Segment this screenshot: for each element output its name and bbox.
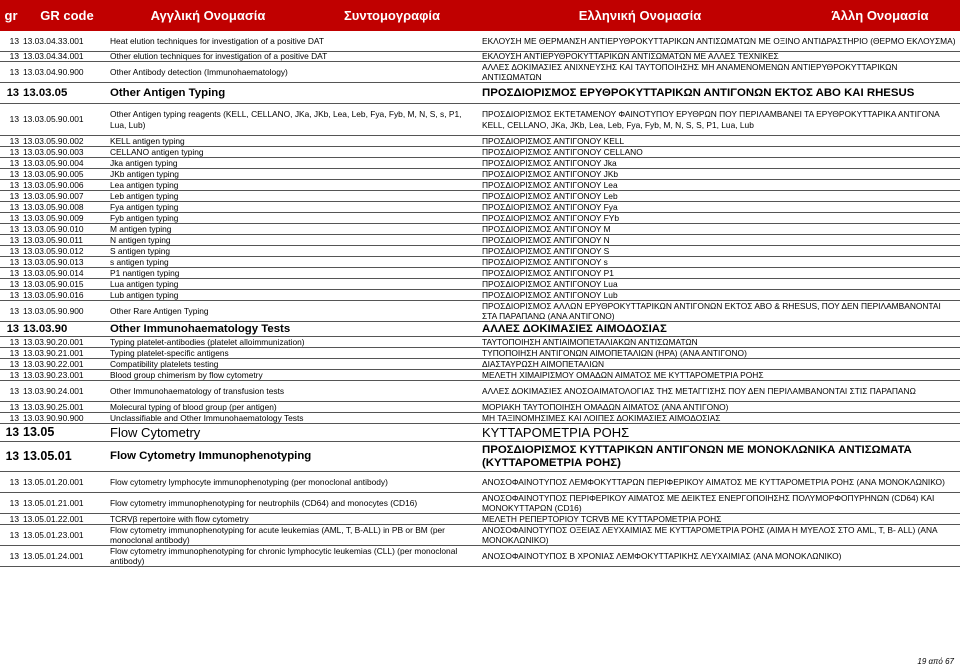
row-greek-name: ΠΡΟΣΔΙΟΡΙΣΜΟΣ ΑΛΛΩΝ ΕΡΥΘΡΟΚΥΤΤΑΡΙΚΩΝ ΑΝΤΙΓΟΝΩΝ ΕΚΤΟΣ ΑΒΟ & RHESUS, ΠΟΥ ΔΕΝ ΠΕΡΙΛΑΜΒΑΝΟΝΤΑΙ ΣΤΑ ΠΑΡΑΠΑΝΩ (ΑΝΑ ΑΝΤΙΓΟΝΟ) [482,300,941,321]
table-body [0,31,960,567]
row-english-name: s antigen typing [110,256,169,267]
row-greek-name: ΠΡΟΣΔΙΟΡΙΣΜΟΣ ΑΝΤΙΓΟΝΟΥ Jka [482,157,617,168]
row-greek-name: ΠΡΟΣΔΙΟΡΙΣΜΟΣ ΑΝΤΙΓΟΝΟΥ Lua [482,278,618,289]
row-code: 13.03.90.90.900 [23,412,84,423]
table-row [0,136,960,147]
row-code: 13.03.05.90.013 [23,256,84,267]
row-english-name: Jka antigen typing [110,157,178,168]
row-english-name: Heat elution techniques for investigation of a positive DAT [110,35,324,46]
row-greek-name: ΠΡΟΣΔΙΟΡΙΣΜΟΣ ΑΝΤΙΓΟΝΟΥ P1 [482,267,614,278]
row-code: 13.03.05.90.003 [23,146,84,157]
row-gr: 13 [9,157,19,168]
row-gr: 13 [9,347,19,358]
row-gr: 13 [9,513,19,524]
row-gr: 13 [9,289,19,300]
table-row [0,370,960,381]
page-footer [0,652,960,669]
table-row [0,83,960,104]
row-code: 13.03.04.34.001 [23,51,84,62]
table-row [0,348,960,359]
row-gr: 13 [9,135,19,146]
row-gr: 13 [9,412,19,423]
row-gr: 13 [9,267,19,278]
header-english-name: Αγγλική Ονομασία [150,8,266,23]
row-english-name: Other Antigen typing reagents (KELL, CELLANO, JKa, JKb, Lea, Leb, Fya, Fyb, M, N, S, s, P1, Lua, Lub) [110,109,462,130]
row-greek-name: ΜΕΛΕΤΗ ΧΙΜΑΙΡΙΣΜΟΥ ΟΜΑΔΩΝ ΑΙΜΑΤΟΣ ΜΕ ΚΥΤΤΑΡΟΜΕΤΡΙΑ ΡΟΗΣ [482,369,764,380]
row-greek-name: ΠΡΟΣΔΙΟΡΙΣΜΟΣ ΑΝΤΙΓΟΝΟΥ M [482,223,611,234]
row-english-name: Other Antibody detection (Immunohaematology) [110,66,288,77]
row-code: 13.05.01.21.001 [23,497,84,508]
row-greek-name: ΜΟΡΙΑΚΗ ΤΑΥΤΟΠΟΙΗΣΗ ΟΜΑΔΩΝ ΑΙΜΑΤΟΣ (ΑΝΑ ΑΝΤΙΓΟΝΟ) [482,401,729,412]
row-gr: 13 [9,336,19,347]
table-row [0,257,960,268]
row-code: 13.03.05.90.006 [23,179,84,190]
row-gr: 13 [6,87,19,99]
row-english-name: Other Rare Antigen Typing [110,305,209,316]
table-row [0,413,960,424]
table-row [0,104,960,136]
row-english-name: Flow cytometry lymphocyte immunophenotyping (per monoclonal antibody) [110,476,388,487]
table-row [0,202,960,213]
row-greek-name: ΠΡΟΣΔΙΟΡΙΣΜΟΣ ΑΝΤΙΓΟΝΟΥ CELLANO [482,146,643,157]
row-gr: 13 [9,245,19,256]
table-row [0,169,960,180]
row-greek-name: ΠΡΟΣΔΙΟΡΙΣΜΟΣ ΑΝΤΙΓΟΝΟΥ Leb [482,190,618,201]
row-greek-name: ΚΥΤΤΑΡΟΜΕΤΡΙΑ ΡΟΗΣ [482,425,630,440]
row-code: 13.03.05.90.015 [23,278,84,289]
row-greek-name: ΤΥΠΟΠΟΙΗΣΗ ΑΝΤΙΓΟΝΩΝ ΑΙΜΟΠΕΤΑΛΙΩΝ (HPA) (ΑΝΑ ΑΝΤΙΓΟΝΟ) [482,347,747,358]
row-gr: 13 [9,234,19,245]
row-code: 13.03.05.90.016 [23,289,84,300]
row-greek-name: ΠΡΟΣΔΙΟΡΙΣΜΟΣ ΑΝΤΙΓΟΝΟΥ Lea [482,179,618,190]
row-english-name: Leb antigen typing [110,190,179,201]
row-gr: 13 [9,212,19,223]
table-row [0,402,960,413]
header-other-name: Άλλη Ονομασία [831,8,929,23]
table-row [0,52,960,62]
row-gr: 13 [9,529,19,540]
row-gr: 13 [9,223,19,234]
table-row [0,31,960,52]
table-row [0,525,960,546]
table-row [0,359,960,370]
row-greek-name: ΑΛΛΕΣ ΔΟΚΙΜΑΣΙΕΣ ΑΝΟΣΟΑΙΜΑΤΟΛΟΓΙΑΣ ΤΗΣ ΜΕΤΑΓΓΙΣΗΣ ΠΟΥ ΔΕΝ ΠΕΡΙΛΑΜΒΑΝΟΝΤΑΙ ΣΤΙΣ ΠΑΡΑΠΑΝΩ [482,385,916,396]
table-row [0,301,960,322]
header-abbreviation: Συντομογραφία [343,8,441,23]
row-code: 13.05.01.24.001 [23,550,84,561]
row-greek-name: ΠΡΟΣΔΙΟΡΙΣΜΟΣ ΚΥΤΤΑΡΙΚΩΝ ΑΝΤΙΓΟΝΩΝ ΜΕ ΜΟΝΟΚΛΩΝΙΚΑ ΑΝΤΙΣΩΜΑΤΑ (ΚΥΤΤΑΡΟΜΕΤΡΙΑ ΡΟΗΣ) [482,443,912,469]
table-row [0,147,960,158]
table-row [0,158,960,169]
row-code: 13.05.01.20.001 [23,476,84,487]
row-english-name: Flow Cytometry Immunophenotyping [110,450,312,462]
row-code: 13.03.05.90.004 [23,157,84,168]
table-row [0,493,960,514]
row-english-name: Molecural typing of blood group (per antigen) [110,401,277,412]
row-english-name: Fyb antigen typing [110,212,179,223]
row-english-name: Flow cytometry immunophenotyping for neutrophils (CD64) and monocytes (CD16) [110,497,418,508]
row-gr: 13 [9,179,19,190]
row-gr: 13 [9,278,19,289]
row-gr: 13 [9,476,19,487]
row-greek-name: ΑΛΛΕΣ ΔΟΚΙΜΑΣΙΕΣ ΑΝΙΧΝΕΥΣΗΣ ΚΑΙ ΤΑΥΤΟΠΟΙΗΣΗΣ ΜΗ ΑΝΑΜΕΝΟΜΕΝΩΝ ΑΝΤΙΕΡΥΘΡΟΚΥΤΤΑΡΙΚΩΝ ΑΝΤΙΣΩΜΑΤΩΝ [482,61,898,82]
table-row [0,546,960,567]
row-greek-name: ΠΡΟΣΔΙΟΡΙΣΜΟΣ ΑΝΤΙΓΟΝΟΥ KELL [482,135,625,146]
row-greek-name: ΠΡΟΣΔΙΟΡΙΣΜΟΣ ΑΝΤΙΓΟΝΟΥ s [482,256,608,267]
row-english-name: Other Immunohaematology of transfusion tests [110,385,285,396]
row-code: 13.03.05.90.014 [23,267,84,278]
row-greek-name: ΠΡΟΣΔΙΟΡΙΣΜΟΣ ΕΚΤΕΤΑΜΕΝΟΥ ΦΑΙΝΟΤΥΠΟΥ ΕΡΥΘΡΩΝ ΠΟΥ ΠΕΡΙΛΑΜΒΑΝΕΙ ΤΑ ΕΡΥΘΡΟΚΥΤΤΑΡΙΚΑ ΑΝΤΙΓΟΝΑ KELL, CELLANO, JKa, JKb, Lea, Leb, Fya, Fyb, M, N, S, S, P1, Lua, Lub [482,109,940,130]
row-greek-name: ΠΡΟΣΔΙΟΡΙΣΜΟΣ ΑΝΤΙΓΟΝΟΥ JKb [482,168,619,179]
row-greek-name: ΕΚΛΟΥΣΗ ΑΝΤΙΕΡΥΘΡΟΚΥΤΤΑΡΙΚΩΝ ΑΝΤΙΣΩΜΑΤΩΝ ΜΕ ΑΛΛΕΣ ΤΕΧΝΙΚΕΣ [482,51,779,62]
row-english-name: Flow cytometry immunophenotyping for chronic lymphocytic leukemias (CLL) (per monoclonal antibody) [110,545,458,566]
row-english-name: TCRVβ repertoire with flow cytometry [110,513,249,524]
header-greek-name: Ελληνική Ονομασία [578,8,702,23]
row-code: 13.05.01.23.001 [23,529,84,540]
row-greek-name: ΑΝΟΣΟΦΑΙΝΟΤΥΠΟΣ ΠΕΡΙΦΕΡΙΚΟΥ ΑΙΜΑΤΟΣ ΜΕ ΔΕΙΚΤΕΣ ΕΝΕΡΓΟΠΟΙΗΣΗΣ ΠΟΛΥΜΟΡΦΟΠΥΡΗΝΩΝ (CD64) ΚΑΙ ΜΟΝΟΚΥΤΤΑΡΩΝ (CD16) [482,492,935,513]
row-english-name: CELLANO antigen typing [110,146,204,157]
row-english-name: KELL antigen typing [110,135,185,146]
row-english-name: JKb antigen typing [110,168,179,179]
table-row [0,381,960,402]
row-greek-name: ΠΡΟΣΔΙΟΡΙΣΜΟΣ ΑΝΤΙΓΟΝΟΥ N [482,234,610,245]
row-english-name: Lub antigen typing [110,289,179,300]
row-english-name: Flow cytometry immunophenotyping for acute leukemias (AML, T, B-ALL) in PB or BM (per monoclonal antibody) [110,524,445,545]
row-english-name: Typing platelet-specific antigens [110,347,229,358]
row-english-name: Fya antigen typing [110,201,179,212]
row-gr: 13 [5,449,19,463]
row-code: 13.03.90.21.001 [23,347,84,358]
row-english-name: Other elution techniques for investigation of a positive DAT [110,51,328,62]
page-number: 19 από 67 [917,657,954,666]
row-code: 13.03.05.90.007 [23,190,84,201]
row-gr: 13 [9,369,19,380]
row-greek-name: ΜΕΛΕΤΗ ΡΕΠΕΡΤΟΡΙΟΥ TCRVB ΜΕ ΚΥΤΤΑΡΟΜΕΤΡΙΑ ΡΟΗΣ [482,513,722,524]
row-code: 13.03.05.90.008 [23,201,84,212]
row-code: 13.03.04.33.001 [23,35,84,46]
row-english-name: N antigen typing [110,234,171,245]
row-greek-name: ΠΡΟΣΔΙΟΡΙΣΜΟΣ ΑΝΤΙΓΟΝΟΥ S [482,245,610,256]
table-row [0,180,960,191]
row-english-name: Typing platelet-antibodies (platelet alloimmunization) [110,336,305,347]
row-gr: 13 [9,168,19,179]
row-code: 13.03.05.90.010 [23,223,84,234]
row-gr: 13 [9,114,19,125]
table-row [0,235,960,246]
row-gr: 13 [9,190,19,201]
row-greek-name: ΑΛΛΕΣ ΔΟΚΙΜΑΣΙΕΣ ΑΙΜΟΔΟΣΙΑΣ [482,323,667,335]
table-row [0,279,960,290]
table-row [0,290,960,301]
table-row [0,268,960,279]
row-code: 13.03.05.90.002 [23,135,84,146]
row-gr: 13 [9,550,19,561]
row-code: 13.03.90 [23,323,68,335]
row-gr: 13 [9,66,19,77]
table-row [0,224,960,235]
row-gr: 13 [9,146,19,157]
row-code: 13.03.05.90.011 [23,234,83,245]
table-row [0,246,960,257]
table-row [0,62,960,83]
table-row [0,337,960,348]
row-code: 13.03.90.25.001 [23,401,84,412]
row-english-name: P1 nantigen typing [110,267,180,278]
row-code: 13.05.01.22.001 [23,513,84,524]
row-gr: 13 [6,323,19,335]
row-gr: 13 [9,35,19,46]
row-greek-name: ΔΙΑΣΤΑΥΡΩΣΗ ΑΙΜΟΠΕΤΑΛΙΩΝ [482,358,605,369]
row-code: 13.03.05.90.012 [23,245,84,256]
row-english-name: Compatibility platelets testing [110,358,219,369]
row-code: 13.03.05 [23,87,68,99]
row-code: 13.03.90.22.001 [23,358,84,369]
row-gr: 13 [9,305,19,316]
row-english-name: M antigen typing [110,223,172,234]
table-row [0,322,960,337]
header-gr-code: GR code [40,8,94,23]
row-english-name: Lea antigen typing [110,179,179,190]
row-english-name: Other Immunohaematology Tests [110,323,291,335]
row-english-name: Other Antigen Typing [110,87,226,99]
row-english-name: Unclassifiable and Other Immunohaematology Tests [110,412,304,423]
row-greek-name: ΑΝΟΣΟΦΑΙΝΟΤΥΠΟΣ ΛΕΜΦΟΚΥΤΤΑΡΩΝ ΠΕΡΙΦΕΡΙΚΟΥ ΑΙΜΑΤΟΣ ΜΕ ΚΥΤΤΑΡΟΜΕΤΡΙΑ ΡΟΗΣ (ΑΝΑ ΜΟΝΟΚΛΩΝΙΚΟ) [482,476,945,487]
table-header [0,0,960,31]
row-gr: 13 [9,201,19,212]
row-gr: 13 [9,401,19,412]
table-row [0,472,960,493]
row-english-name: S antigen typing [110,245,171,256]
row-code: 13.03.05.90.005 [23,168,84,179]
row-code: 13.05 [23,425,55,439]
row-greek-name: ΑΝΟΣΟΦΑΙΝΟΤΥΠΟΣ Β ΧΡΟΝΙΑΣ ΛΕΜΦΟΚΥΤΤΑΡΙΚΗΣ ΛΕΥΧΑΙΜΙΑΣ (ΑΝΑ ΜΟΝΟΚΛΩΝΙΚΟ) [482,550,842,561]
row-code: 13.03.90.23.001 [23,369,84,380]
row-code: 13.03.04.90.900 [23,66,84,77]
row-code: 13.03.90.24.001 [23,385,84,396]
table-row [0,213,960,224]
header-gr: gr [4,8,18,23]
row-greek-name: ΠΡΟΣΔΙΟΡΙΣΜΟΣ ΑΝΤΙΓΟΝΟΥ Fya [482,201,618,212]
row-greek-name: ΠΡΟΣΔΙΟΡΙΣΜΟΣ ΕΡΥΘΡΟΚΥΤΤΑΡΙΚΩΝ ΑΝΤΙΓΟΝΩΝ ΕΚΤΟΣ ΑΒΟ ΚΑΙ RHESUS [482,87,915,99]
row-greek-name: ΠΡΟΣΔΙΟΡΙΣΜΟΣ ΑΝΤΙΓΟΝΟΥ Lub [482,289,618,300]
row-gr: 13 [9,385,19,396]
row-greek-name: ΠΡΟΣΔΙΟΡΙΣΜΟΣ ΑΝΤΙΓΟΝΟΥ FYb [482,212,619,223]
row-code: 13.03.05.90.900 [23,305,84,316]
row-english-name: Blood group chimerism by flow cytometry [110,369,263,380]
row-gr: 13 [9,256,19,267]
table-row [0,424,960,442]
row-code: 13.03.90.20.001 [23,336,84,347]
table-row [0,514,960,525]
row-gr: 13 [9,358,19,369]
row-greek-name: ΤΑΥΤΟΠΟΙΗΣΗ ΑΝΤΙΑΙΜΟΠΕΤΑΛΙΑΚΩΝ ΑΝΤΙΣΩΜΑΤΩΝ [482,336,698,347]
row-english-name: Lua antigen typing [110,278,179,289]
row-gr: 13 [5,425,19,439]
row-code: 13.05.01 [23,449,72,463]
table-row [0,442,960,472]
table-row [0,191,960,202]
row-english-name: Flow Cytometry [110,425,201,440]
row-gr: 13 [9,497,19,508]
row-gr: 13 [9,51,19,62]
row-greek-name: ΑΝΟΣΟΦΑΙΝΟΤΥΠΟΣ ΟΞΕΙΑΣ ΛΕΥΧΑΙΜΙΑΣ ΜΕ ΚΥΤΤΑΡΟΜΕΤΡΙΑ ΡΟΗΣ (ΑΙΜΑ Η ΜΥΕΛΟΣ ΣΤΟ AML, T, B- ALL) (ΑΝΑ ΜΟΝΟΚΛΩΝΙΚΟ) [482,524,938,545]
row-code: 13.03.05.90.001 [23,114,84,125]
row-greek-name: ΜΗ ΤΑΞΙΝΟΜΗΣΙΜΕΣ ΚΑΙ ΛΟΙΠΕΣ ΔΟΚΙΜΑΣΙΕΣ ΑΙΜΟΔΟΣΙΑΣ [482,412,721,423]
row-greek-name: ΕΚΛΟΥΣΗ ΜΕ ΘΕΡΜΑΝΣΗ ΑΝΤΙΕΡΥΘΡΟΚΥΤΤΑΡΙΚΩΝ ΑΝΤΙΣΩΜΑΤΩΝ ΜΕ ΟΞΙΝΟ ΑΝΤΙΔΡΑΣΤΗΡΙΟ (ΘΕΡΜΟ ΕΚΛΟΥΣΜΑ) [482,35,956,46]
row-code: 13.03.05.90.009 [23,212,84,223]
